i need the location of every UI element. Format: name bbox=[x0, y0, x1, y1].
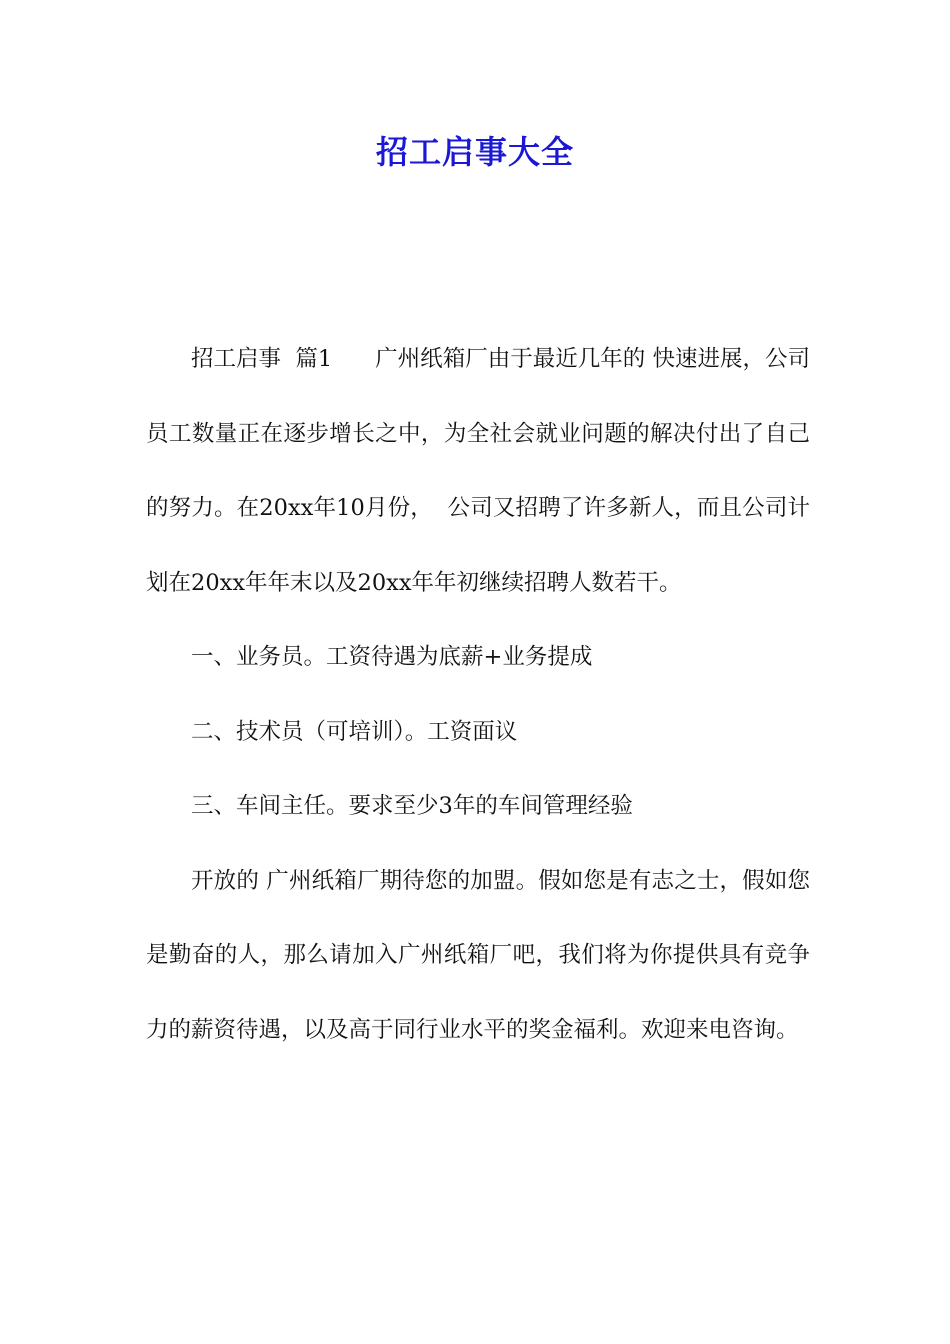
position-technician: 二、技术员（可培训）。工资面议 bbox=[191, 718, 518, 745]
intro-paragraph: 招工启事 篇1 广州纸箱厂由于最近几年的 快速进展，公司员工数量正在逐步增长之中，为全社会就业问题的解决付出了自己的努力。在20xx年10月份， 公司又招聘了许多新人，而且公司计划在20xx年年末以及20xx年年初继续招聘人数若干。 bbox=[146, 346, 810, 596]
position-workshop-director: 三、车间主任。要求至少3年的车间管理经验 bbox=[191, 793, 633, 819]
document-body bbox=[146, 322, 810, 1067]
closing-paragraph: 开放的 广州纸箱厂期待您的加盟。假如您是有志之士，假如您是勤奋的人，那么请加入广州纸箱厂吧，我们将为你提供具有竞争力的薪资待遇，以及高于同行业水平的奖金福利。欢迎来电咨询。 bbox=[146, 867, 810, 1043]
position-salesperson: 一、业务员。工资待遇为底薪+业务提成 bbox=[191, 644, 593, 670]
document-title: 招工启事大全 bbox=[375, 133, 574, 171]
